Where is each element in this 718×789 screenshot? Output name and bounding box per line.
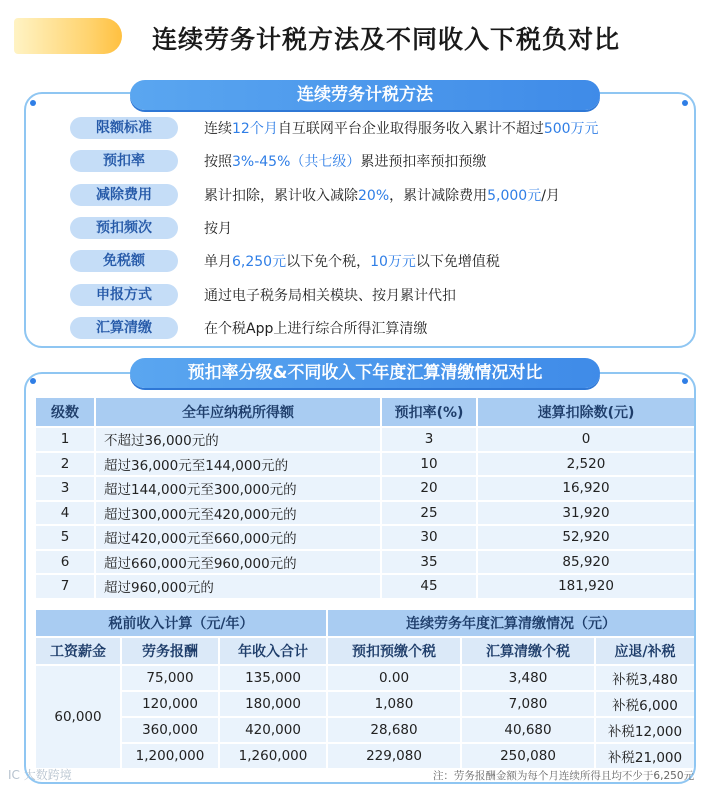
method-rule-value [204,285,456,305]
income-table [34,608,696,770]
rule-text: 以下免个税， [286,254,371,271]
income-cell: 229,080 [328,744,460,768]
corner-dot [682,378,688,384]
method-rule-value [204,185,560,205]
rate-table-header: 全年应纳税所得额 [96,398,380,426]
table-row [36,718,694,742]
rate-cell: 20 [382,477,476,500]
table-row [36,477,694,500]
income-cell: 补税6,000 [596,692,694,716]
watermark-logo: IC 大数跨境 [8,768,72,782]
rate-table-header: 预扣率(%) [382,398,476,426]
rate-cell: 4 [36,502,94,525]
footnote: 注：劳务报酬金额为每个月连续所得且均不少于6,250元 [432,770,694,782]
method-rule-row [70,283,456,307]
rule-text: 按照 [204,154,232,171]
table-row [36,526,694,549]
income-cell: 1,200,000 [122,744,218,768]
income-cell: 360,000 [122,718,218,742]
table-row [36,551,694,574]
income-cell: 1,260,000 [220,744,326,768]
income-sub-header: 预扣预缴个税 [328,638,460,664]
income-cell: 3,480 [462,666,594,690]
method-rule-row [70,116,599,140]
rule-text: 在个税App上进行综合所得汇算清缴 [204,320,428,337]
rate-cell: 3 [36,477,94,500]
rate-cell: 31,920 [478,502,694,525]
rate-table-header: 级数 [36,398,94,426]
rate-cell: 2,520 [478,453,694,476]
highlighted-value: 20% [358,187,390,204]
rate-cell: 超过960,000元的 [96,575,380,598]
rate-cell: 超过36,000元至144,000元的 [96,453,380,476]
rate-cell: 52,920 [478,526,694,549]
method-rule-value [204,118,599,138]
rule-text: 累计扣除，累计收入减除 [204,187,358,204]
income-cell: 1,080 [328,692,460,716]
table-row [36,453,694,476]
method-rule-row [70,149,486,173]
income-cell: 180,000 [220,692,326,716]
rate-cell: 1 [36,428,94,451]
salary-cell: 60,000 [36,666,120,768]
income-group-header: 税前收入计算（元/年） [36,610,326,636]
corner-dot [30,100,36,106]
rate-cell: 16,920 [478,477,694,500]
method-rule-row [70,249,500,273]
rate-cell: 超过144,000元至300,000元的 [96,477,380,500]
rate-cell: 25 [382,502,476,525]
rate-cell: 181,920 [478,575,694,598]
rate-cell: 6 [36,551,94,574]
rate-cell: 5 [36,526,94,549]
income-sub-header: 汇算清缴个税 [462,638,594,664]
income-cell: 补税3,480 [596,666,694,690]
table-row [36,744,694,768]
income-cell: 420,000 [220,718,326,742]
method-rule-value [204,318,427,338]
income-cell: 7,080 [462,692,594,716]
income-cell: 75,000 [122,666,218,690]
rate-cell: 2 [36,453,94,476]
income-cell: 120,000 [122,692,218,716]
rate-cell: 30 [382,526,476,549]
rule-text: 连续 [204,121,232,137]
method-rule-row [70,316,427,340]
rate-cell: 85,920 [478,551,694,574]
title-accent-shape [14,18,122,54]
rate-cell: 10 [382,453,476,476]
rate-table [34,396,696,600]
rule-text: ，累计减除费用 [389,187,488,204]
income-cell: 135,000 [220,666,326,690]
income-cell: 补税21,000 [596,744,694,768]
table-row [36,692,694,716]
rule-text: /月 [541,187,560,204]
method-rule-label: 预扣率 [70,150,178,172]
rule-text: 单月 [204,254,232,271]
method-rule-row [70,183,560,207]
highlighted-value: 3%-45%（共七级） [232,154,361,171]
title-bar [0,14,718,62]
table-row [36,428,694,451]
rule-text: 自互联网平台企业取得服务收入累计不超过 [277,121,544,137]
rate-cell: 不超过36,000元的 [96,428,380,451]
income-cell: 补税12,000 [596,718,694,742]
rule-text: 累进预扣率预扣预缴 [360,154,487,171]
rule-text: 按月 [204,220,232,237]
method-section-header: 连续劳务计税方法 [130,80,600,110]
rate-table-header: 速算扣除数(元) [478,398,694,426]
method-rule-row [70,216,232,240]
rate-cell: 3 [382,428,476,451]
highlighted-value: 6,250元 [232,254,287,271]
rate-cell: 7 [36,575,94,598]
highlighted-value: 5,000元 [487,187,542,204]
method-rule-label: 减除费用 [70,184,178,206]
income-sub-header: 应退/补税 [596,638,694,664]
income-cell: 0.00 [328,666,460,690]
highlighted-value: 10万元 [370,254,416,271]
rule-text: 以下免增值税 [415,254,500,271]
highlighted-value: 12个月 [232,121,278,137]
table-row [36,575,694,598]
method-rule-value [204,218,232,238]
income-cell: 250,080 [462,744,594,768]
method-rule-label: 汇算清缴 [70,317,178,339]
rate-cell: 超过420,000元至660,000元的 [96,526,380,549]
income-sub-header: 劳务报酬 [122,638,218,664]
method-rule-label: 预扣频次 [70,217,178,239]
method-rule-value [204,251,500,271]
rate-cell: 超过660,000元至960,000元的 [96,551,380,574]
method-rule-value [204,151,486,171]
income-sub-header: 工资薪金 [36,638,120,664]
corner-dot [682,100,688,106]
highlighted-value: 500万元 [543,121,599,137]
rule-text: 通过电子税务局相关模块、按月累计代扣 [204,287,456,304]
comparison-section-header: 预扣率分级&不同收入下年度汇算清缴情况对比 [130,358,600,388]
method-rule-label: 申报方式 [70,284,178,306]
method-rule-label: 限额标准 [70,117,178,139]
method-rule-label: 免税额 [70,250,178,272]
rate-cell: 超过300,000元至420,000元的 [96,502,380,525]
corner-dot [30,378,36,384]
rate-cell: 45 [382,575,476,598]
table-row [36,502,694,525]
income-cell: 28,680 [328,718,460,742]
rate-cell: 35 [382,551,476,574]
income-cell: 40,680 [462,718,594,742]
settlement-group-header: 连续劳务年度汇算清缴情况（元） [328,610,694,636]
rate-cell: 0 [478,428,694,451]
table-row [36,666,694,690]
page-title: 连续劳务计税方法及不同收入下税负对比 [152,25,621,54]
income-sub-header: 年收入合计 [220,638,326,664]
